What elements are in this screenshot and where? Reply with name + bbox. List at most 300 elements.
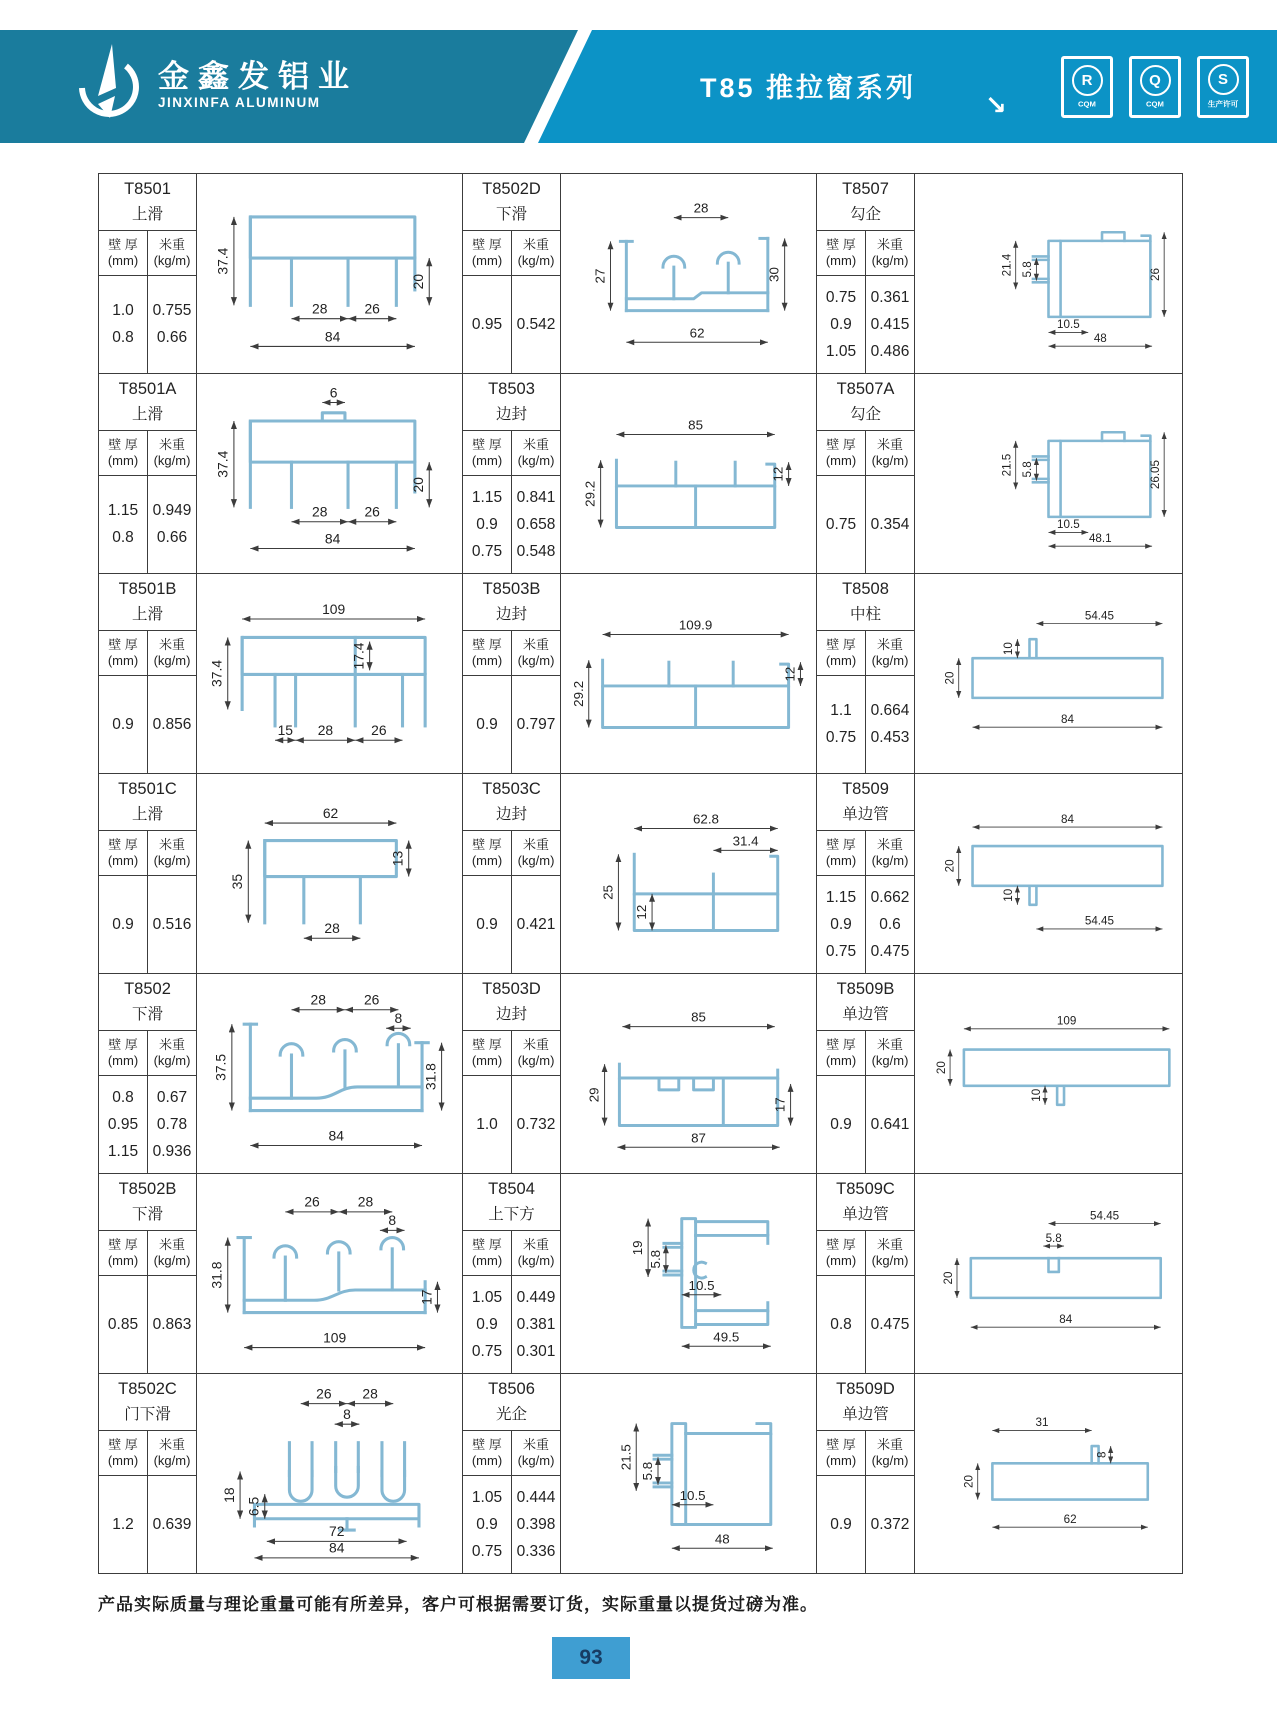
profile-drawing [919,1196,1178,1351]
dimension-label: 84 [328,1127,344,1144]
dimension-label: 10.5 [1057,317,1080,331]
wall-thickness-value: 0.75 [471,542,503,560]
product-name: 勾企 [849,206,881,223]
meter-weight-header: 米重 (kg/m) [517,637,555,668]
dimension-label: 21.5 [1000,453,1014,477]
product-cell [463,1174,817,1374]
meter-weight-value: 0.415 [870,315,910,333]
product-name: 下滑 [131,1006,163,1023]
meter-weight-column [148,276,196,373]
meter-weight-value: 0.475 [870,1315,910,1333]
dimension-label: 109 [1056,1014,1077,1028]
product-grid [98,173,1183,1574]
wall-thickness-header: 壁 厚 (mm) [99,831,148,875]
product-cell [463,974,817,1174]
dimension-label: 62 [689,325,705,341]
meter-weight-header: 米重 (kg/m) [153,1037,191,1068]
product-model: T8508 [842,580,889,598]
spec-table [99,574,197,773]
drawing-area [915,174,1182,373]
dimension-label: 10.5 [688,1278,715,1294]
wall-thickness-value: 0.8 [112,1088,134,1106]
wall-thickness-value: 1.15 [471,488,503,506]
product-cell [463,374,817,574]
badge-sublabel: CQM [1146,99,1164,109]
dimension-label: 62 [322,804,339,821]
cert-badge-icon [1061,56,1113,118]
meter-weight-column [148,1476,196,1573]
spec-table [463,1174,561,1373]
meter-weight-value: 0.658 [516,515,556,533]
meter-weight-value: 0.936 [152,1142,192,1160]
product-name: 边封 [495,806,527,823]
dimension-label: 37.4 [208,659,225,687]
meter-weight-value: 0.372 [870,1515,910,1533]
dimension-label: 84 [1061,812,1074,826]
drawing-area [197,574,462,773]
product-cell [99,774,463,974]
dimension-label: 20 [962,1474,976,1488]
meter-weight-column [148,1276,196,1373]
meter-weight-header: 米重 (kg/m) [871,1437,909,1468]
product-cell [99,574,463,774]
product-cell [99,1174,463,1374]
dimension-label: 26 [304,1193,320,1210]
meter-weight-value: 0.66 [156,329,188,346]
meter-weight-column [866,1276,914,1373]
dimension-label: 85 [688,417,703,433]
profile-drawing [919,1396,1178,1551]
drawing-area [561,574,816,773]
meter-weight-value: 0.66 [156,529,188,546]
meter-weight-value: 0.639 [152,1515,192,1533]
meter-weight-header: 米重 (kg/m) [517,837,555,868]
dimension-label: 84 [324,327,341,344]
spec-table [463,374,561,573]
meter-weight-column [866,876,914,973]
meter-weight-column [148,676,196,773]
dimension-label: 62.8 [692,811,719,827]
spec-table [817,1374,915,1573]
product-cell [99,1374,463,1574]
meter-weight-header: 米重 (kg/m) [871,437,909,468]
badge-glyph: R [1072,65,1103,96]
product-name: 上滑 [131,406,163,423]
wall-thickness-column [463,476,512,573]
wall-thickness-value: 0.75 [825,942,857,960]
wall-thickness-value: 0.9 [476,1315,498,1333]
meter-weight-value: 0.444 [516,1488,556,1506]
product-model: T8502 [124,980,171,998]
dimension-label: 26 [371,721,387,738]
dimension-label: 25 [600,884,616,900]
meter-weight-column [866,476,914,573]
spec-table [817,774,915,973]
wall-thickness-column [817,1276,866,1373]
meter-weight-value: 0.841 [516,488,556,506]
dimension-label: 29.2 [570,680,586,707]
company-name-cn: 金鑫发铝业 [158,58,358,94]
dimension-label: 26 [363,991,380,1008]
wall-thickness-value: 0.9 [830,1115,852,1133]
dimension-label: 35 [229,873,246,889]
dimension-label: 5.8 [647,1250,663,1269]
wall-thickness-value: 0.95 [471,315,503,333]
product-model: T8502D [482,180,541,198]
meter-weight-column [512,876,560,973]
dimension-label: 6.5 [245,1496,262,1517]
product-cell [817,1374,1183,1574]
wall-thickness-header: 壁 厚 (mm) [463,1431,512,1475]
dimension-label: 27 [592,269,608,284]
dimension-label: 31.8 [422,1063,439,1091]
wall-thickness-value: 0.75 [825,729,857,746]
drawing-area [915,1374,1182,1573]
wall-thickness-column [463,1276,512,1373]
product-model: T8503 [488,380,535,398]
wall-thickness-value: 0.75 [825,288,857,306]
profile-drawing [201,1381,458,1566]
meter-weight-value: 0.78 [156,1115,188,1133]
product-model: T8503D [482,980,541,998]
meter-weight-header: 米重 (kg/m) [153,1237,191,1268]
meter-weight-header: 米重 (kg/m) [153,837,191,868]
wall-thickness-column [463,876,512,973]
dimension-label: 28 [362,1385,378,1402]
profile-drawing [565,587,812,760]
dimension-label: 8 [388,1212,397,1229]
wall-thickness-column [817,676,866,773]
dimension-label: 48.1 [1088,531,1112,545]
meter-weight-header: 米重 (kg/m) [871,237,909,268]
dimension-label: 49.5 [713,1329,740,1345]
meter-weight-header: 米重 (kg/m) [153,1437,191,1468]
dimension-label: 20 [934,1060,948,1074]
wall-thickness-header: 壁 厚 (mm) [817,1431,866,1475]
wall-thickness-value: 1.1 [830,702,852,719]
wall-thickness-header: 壁 厚 (mm) [463,1231,512,1275]
product-name: 上滑 [131,606,163,623]
dimension-label: 20 [943,671,957,685]
product-cell [463,574,817,774]
drawing-area [561,374,816,573]
product-cell [817,774,1183,974]
wall-thickness-value: 0.8 [112,329,134,346]
wall-thickness-value: 0.8 [830,1315,852,1333]
spec-table [463,174,561,373]
dimension-label: 54.45 [1090,1209,1120,1223]
wall-thickness-value: 1.0 [476,1115,498,1133]
wall-thickness-header: 壁 厚 (mm) [463,631,512,675]
product-cell [463,174,817,374]
wall-thickness-column [99,1476,148,1573]
meter-weight-column [866,676,914,773]
profile-drawing [201,981,458,1166]
wall-thickness-value: 1.05 [825,342,857,360]
dimension-label: 6 [329,383,338,400]
meter-weight-value: 0.797 [516,715,556,733]
profile-drawing [201,184,458,364]
product-cell [99,174,463,374]
wall-thickness-header: 壁 厚 (mm) [817,231,866,275]
drawing-area [915,774,1182,973]
dimension-label: 18 [220,1487,237,1503]
badge-glyph: Q [1140,65,1171,96]
wall-thickness-column [463,1076,512,1173]
drawing-area [915,1174,1182,1373]
dimension-label: 12 [770,466,786,482]
meter-weight-value: 0.641 [870,1115,910,1133]
product-cell [817,374,1183,574]
profile-drawing [919,996,1178,1151]
dimension-label: 20 [941,1271,955,1285]
page-number: 93 [579,1646,603,1669]
dimension-label: 20 [410,273,427,289]
wall-thickness-header: 壁 厚 (mm) [817,831,866,875]
product-name: 单边管 [842,806,889,823]
drawing-area [197,1374,462,1573]
dimension-label: 17 [418,1289,435,1305]
drawing-area [197,1174,462,1373]
dimension-label: 84 [1061,712,1074,726]
drawing-area [197,974,462,1173]
meter-weight-column [866,276,914,373]
wall-thickness-header: 壁 厚 (mm) [99,1431,148,1475]
meter-weight-value: 0.949 [152,502,192,519]
meter-weight-header: 米重 (kg/m) [153,437,191,468]
wall-thickness-value: 1.15 [825,888,857,906]
meter-weight-header: 米重 (kg/m) [517,1237,555,1268]
wall-thickness-value: 1.0 [112,302,134,319]
product-name: 边封 [495,606,527,623]
profile-drawing [919,596,1178,751]
dimension-label: 37.4 [214,247,231,275]
dimension-label: 28 [317,721,334,738]
meter-weight-value: 0.516 [152,915,192,933]
meter-weight-header: 米重 (kg/m) [871,1237,909,1268]
product-cell [817,574,1183,774]
wall-thickness-value: 1.05 [471,1288,503,1306]
spec-table [99,1174,197,1373]
dimension-label: 5.8 [1021,261,1035,278]
spec-table [817,574,915,773]
product-name: 边封 [495,406,527,423]
meter-weight-value: 0.453 [870,729,910,746]
wall-thickness-column [99,876,148,973]
wall-thickness-header: 壁 厚 (mm) [463,1031,512,1075]
dimension-label: 15 [277,721,293,738]
dimension-label: 28 [357,1193,374,1210]
series-title: T85 推拉窗系列 [700,73,917,103]
dimension-label: 28 [312,503,328,520]
badge-sublabel: 生产许可 [1207,99,1239,109]
wall-thickness-header: 壁 厚 (mm) [99,1031,148,1075]
wall-thickness-column [817,476,866,573]
dimension-label: 21.5 [618,1444,634,1471]
meter-weight-header: 米重 (kg/m) [153,237,191,268]
drawing-area [561,1374,816,1573]
badge-glyph: S [1208,64,1239,95]
product-model: T8502B [118,1180,177,1198]
product-name: 单边管 [842,1406,889,1423]
dimension-label: 12 [782,666,798,682]
product-model: T8509B [836,980,895,998]
meter-weight-value: 0.475 [870,942,910,960]
wall-thickness-value: 0.85 [107,1315,139,1333]
wall-thickness-value: 0.9 [112,915,134,933]
wall-thickness-value: 0.9 [476,515,498,533]
wall-thickness-value: 0.9 [830,1515,852,1533]
dimension-label: 37.4 [214,450,231,478]
dimension-label: 54.45 [1084,914,1114,928]
wall-thickness-column [463,1476,512,1573]
dimension-label: 87 [690,1130,706,1146]
product-name: 中柱 [849,606,881,623]
company-name-en: JINXINFA ALUMINUM [158,95,321,111]
drawing-area [561,974,816,1173]
product-name: 单边管 [842,1006,889,1023]
wall-thickness-header: 壁 厚 (mm) [99,631,148,675]
meter-weight-column [148,876,196,973]
cert-badge-icon [1129,56,1181,118]
wall-thickness-value: 0.9 [476,715,498,733]
product-name: 上滑 [131,806,163,823]
product-model: T8506 [488,1380,535,1398]
wall-thickness-header: 壁 厚 (mm) [463,831,512,875]
drawing-area [915,374,1182,573]
meter-weight-value: 0.381 [516,1315,556,1333]
dimension-label: 20 [943,859,957,873]
product-cell [817,1174,1183,1374]
spec-table [817,374,915,573]
drawing-area [915,974,1182,1173]
wall-thickness-value: 0.75 [825,515,857,533]
meter-weight-value: 0.863 [152,1315,192,1333]
dimension-label: 85 [690,1009,706,1025]
meter-weight-value: 0.548 [516,542,556,560]
product-model: T8509D [836,1380,895,1398]
spec-table [463,574,561,773]
dimension-label: 30 [766,267,782,283]
product-model: T8507A [836,380,895,398]
meter-weight-column [148,476,196,573]
product-model: T8509 [842,780,889,798]
dimension-label: 8 [394,1010,403,1027]
wall-thickness-value: 0.9 [830,915,852,933]
wall-thickness-header: 壁 厚 (mm) [463,231,512,275]
company-logo-block [68,42,358,126]
dimension-label: 31 [1035,1416,1049,1430]
profile-drawing [565,1184,812,1362]
wall-thickness-value: 0.95 [107,1115,139,1133]
page-number-badge [552,1637,630,1679]
meter-weight-value: 0.421 [516,915,556,933]
product-name: 勾企 [849,406,881,423]
product-model: T8507 [842,180,889,198]
dimension-label: 48 [1093,331,1107,345]
dimension-label: 28 [324,919,340,936]
dimension-label: 109.9 [678,617,713,633]
spec-table [99,374,197,573]
dimension-label: 84 [1059,1312,1073,1326]
product-name: 下滑 [495,206,527,223]
product-name: 单边管 [842,1206,889,1223]
meter-weight-value: 0.755 [152,302,192,319]
dimension-label: 84 [328,1539,345,1556]
meter-weight-value: 0.486 [870,342,910,360]
meter-weight-column [512,676,560,773]
wall-thickness-column [817,1076,866,1173]
spec-table [99,1374,197,1573]
drawing-area [561,774,816,973]
dimension-label: 5.8 [639,1462,655,1481]
dimension-label: 8 [1095,1451,1109,1458]
cert-badge-icon [1197,56,1249,118]
product-model: T8503B [482,580,541,598]
dimension-label: 26 [316,1385,332,1402]
drawing-area [915,574,1182,773]
wall-thickness-header: 壁 厚 (mm) [463,431,512,475]
footer-note: 产品实际质量与理论重量可能有所差异，客户可根据需要订货，实际重量以提货过磅为准。 [98,1595,818,1614]
dimension-label: 13 [389,850,406,866]
product-model: T8504 [488,1180,535,1198]
meter-weight-value: 0.542 [516,315,556,333]
meter-weight-value: 0.398 [516,1515,556,1533]
product-name: 门下滑 [124,1406,171,1423]
wall-thickness-column [463,676,512,773]
meter-weight-column [866,1076,914,1173]
dimension-label: 31.8 [208,1261,225,1289]
dimension-label: 17 [772,1097,788,1113]
wall-thickness-column [817,1476,866,1573]
wall-thickness-column [817,276,866,373]
product-model: T8501A [118,380,177,398]
product-name: 上滑 [131,206,163,223]
wall-thickness-value: 0.75 [471,1542,503,1560]
wall-thickness-value: 1.2 [112,1515,134,1533]
meter-weight-column [512,276,560,373]
meter-weight-header: 米重 (kg/m) [517,1037,555,1068]
profile-drawing [201,384,458,564]
profile-drawing [201,584,458,764]
product-model: T8509C [836,1180,895,1198]
product-model: T8503C [482,780,541,798]
profile-drawing [565,387,812,560]
dimension-label: 10 [1002,641,1016,655]
wall-thickness-column [463,276,512,373]
drawing-area [197,774,462,973]
profile-drawing [565,987,812,1160]
profile-drawing [201,784,458,964]
wall-thickness-header: 壁 厚 (mm) [817,631,866,675]
spec-table [817,974,915,1173]
product-cell [463,774,817,974]
meter-weight-header: 米重 (kg/m) [517,237,555,268]
dimension-label: 21.4 [1000,253,1014,277]
dimension-label: 29 [586,1087,602,1103]
meter-weight-header: 米重 (kg/m) [517,437,555,468]
wall-thickness-header: 壁 厚 (mm) [817,1031,866,1075]
dimension-label: 109 [323,1329,347,1346]
profile-drawing [565,1384,812,1562]
wall-thickness-value: 0.9 [476,1515,498,1533]
dimension-label: 84 [324,529,341,546]
meter-weight-value: 0.67 [156,1088,188,1106]
company-logo-icon [68,42,142,126]
wall-thickness-column [99,276,148,373]
meter-weight-column [866,1476,914,1573]
wall-thickness-header: 壁 厚 (mm) [99,231,148,275]
